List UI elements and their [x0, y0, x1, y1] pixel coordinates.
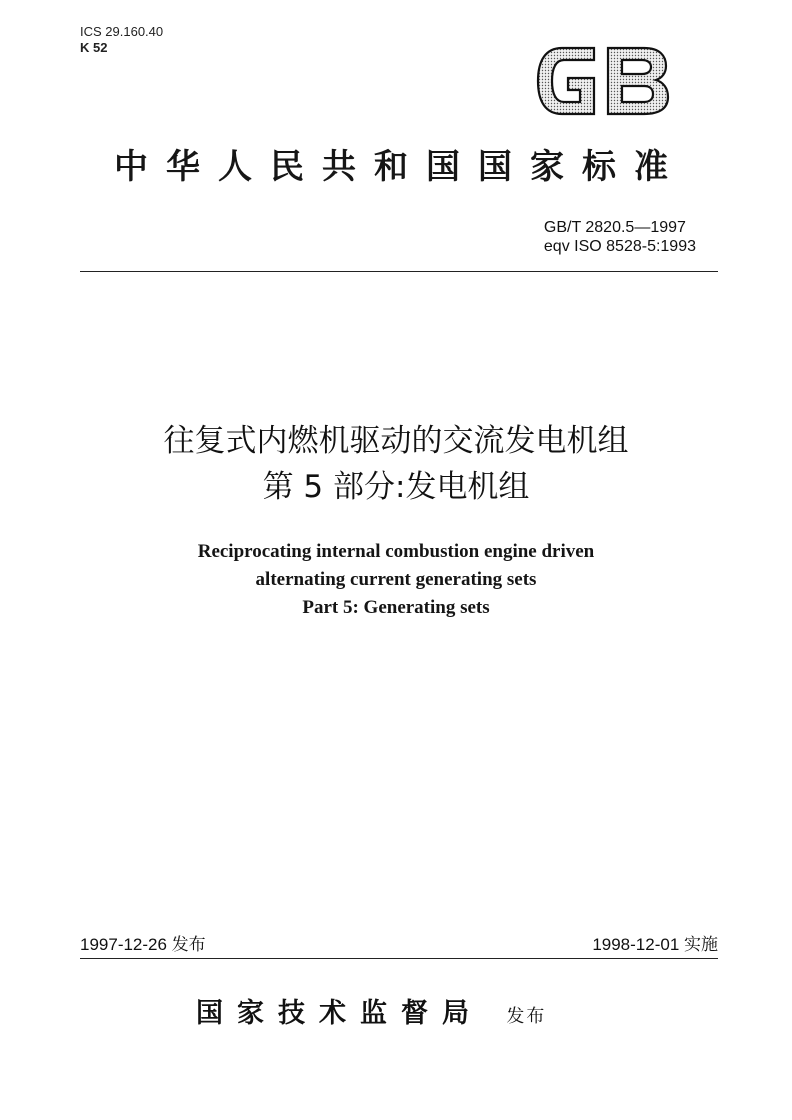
english-title-line1: Reciprocating internal combustion engine driven: [197, 541, 595, 562]
chinese-title-line2: 第 5 部分:发电机组: [262, 469, 530, 505]
english-title-line3: Part 5: Generating sets: [302, 597, 490, 618]
chinese-title-line1: 往复式内燃机驱动的交流发电机组: [163, 423, 629, 459]
standard-name: 中华人民共和国国家标准: [114, 147, 686, 187]
implementation-date: 1998-12-01 实施: [592, 935, 718, 954]
ics-code: ICS 29.160.40: [80, 24, 164, 39]
standard-code-line2: eqv ISO 8528-5:1993: [543, 238, 696, 255]
classification-codes: [80, 24, 163, 56]
standard-code-line1: GB/T 2820.5—1997: [543, 219, 686, 236]
header-divider: [80, 271, 718, 272]
issue-date: 1997-12-26 发布: [80, 935, 206, 954]
publisher: [196, 996, 616, 1035]
logo-text: GB: [601, 86, 603, 87]
standard-code: [544, 218, 696, 256]
gb-logo: [532, 42, 672, 120]
publisher-name: 国家技术监督局: [196, 998, 483, 1029]
chinese-title: [60, 418, 732, 510]
footer-divider: [80, 958, 718, 959]
k-code: K 52: [80, 40, 108, 55]
english-title: [60, 538, 732, 622]
english-title-line2: alternating current generating sets: [255, 569, 537, 590]
publisher-suffix: 发布: [506, 1006, 547, 1027]
